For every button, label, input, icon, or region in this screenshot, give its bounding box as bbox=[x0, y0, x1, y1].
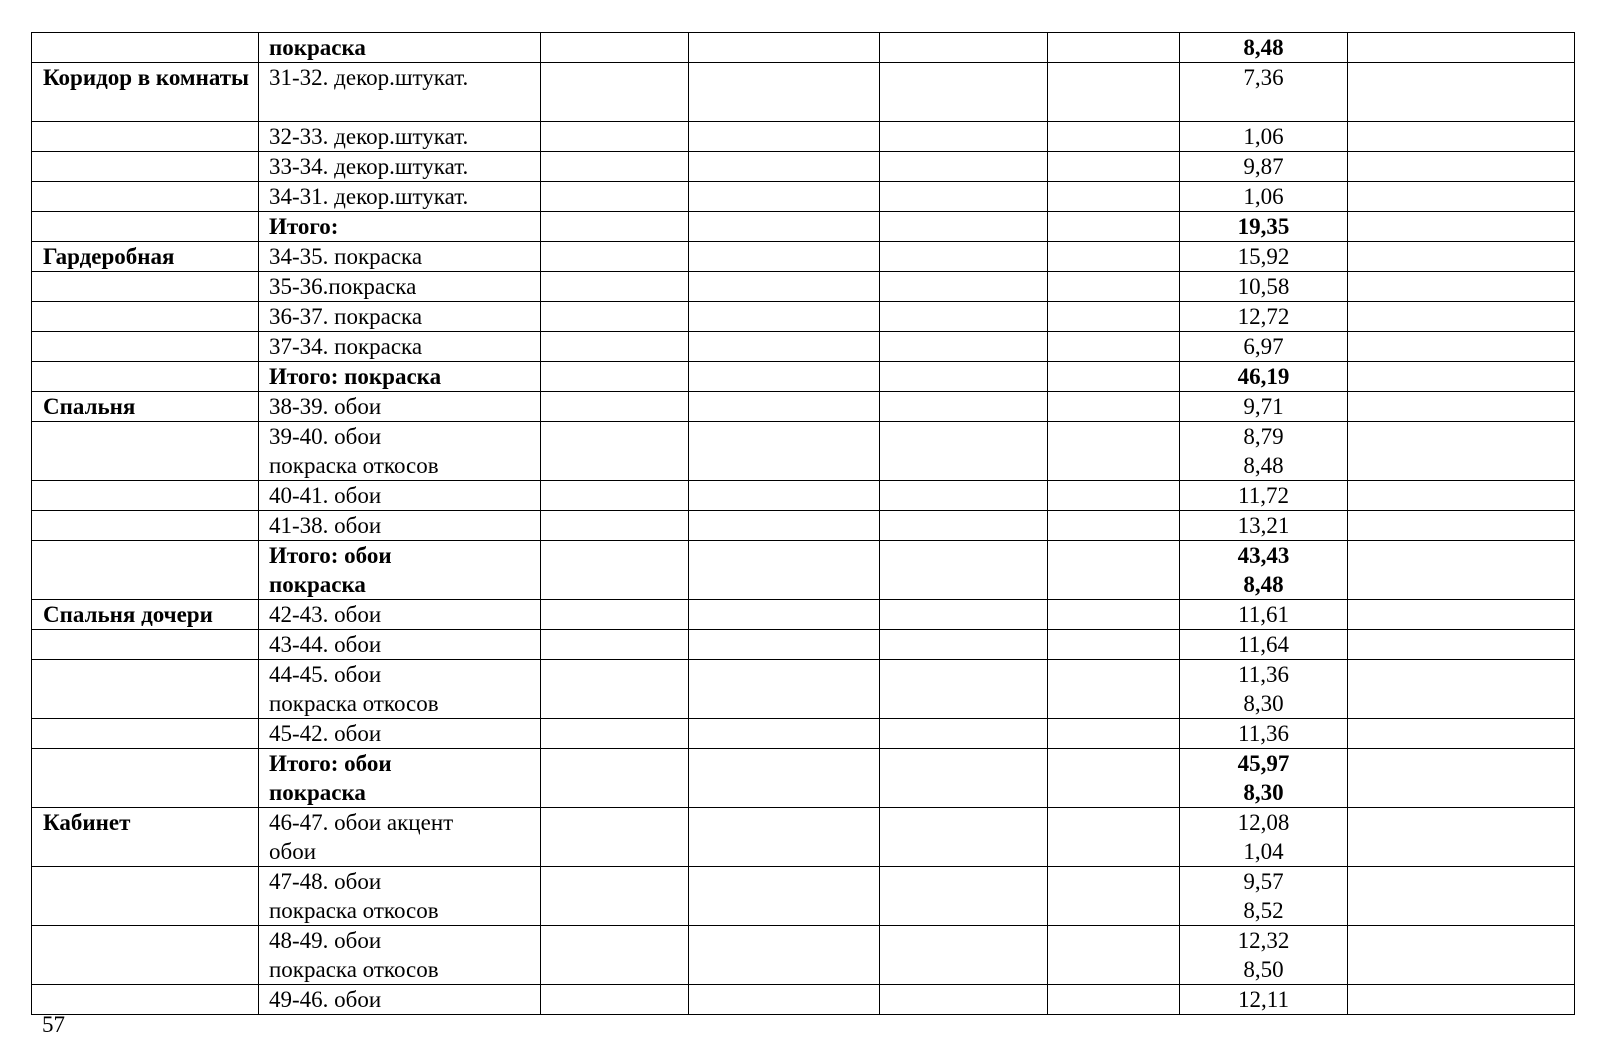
work-description: Итого: обои bbox=[269, 751, 392, 776]
empty-cell bbox=[1048, 122, 1180, 152]
work-description: покраска bbox=[269, 35, 366, 60]
area-value: 6,97 bbox=[1243, 334, 1284, 359]
empty-cell bbox=[880, 182, 1048, 212]
empty-cell bbox=[1048, 332, 1180, 362]
empty-cell bbox=[541, 481, 689, 511]
empty-cell bbox=[880, 808, 1048, 867]
empty-cell bbox=[689, 63, 880, 122]
room-name-cell: Гардеробная bbox=[32, 242, 259, 272]
area-value: 46,19 bbox=[1237, 364, 1290, 389]
empty-cell bbox=[1348, 600, 1575, 630]
work-description-cell bbox=[259, 867, 541, 926]
table-row bbox=[32, 926, 1575, 985]
work-description: 47-48. обои bbox=[269, 869, 382, 894]
empty-cell bbox=[1348, 481, 1575, 511]
work-description: 40-41. обои bbox=[269, 483, 382, 508]
empty-cell bbox=[880, 422, 1048, 481]
area-value: 7,36 bbox=[1243, 65, 1284, 90]
empty-cell bbox=[1348, 630, 1575, 660]
empty-cell bbox=[541, 630, 689, 660]
room-name-cell bbox=[32, 985, 259, 1015]
area-value-cell bbox=[1180, 600, 1348, 630]
table-row bbox=[32, 600, 1575, 630]
empty-cell bbox=[1348, 985, 1575, 1015]
work-description: Итого: обои bbox=[269, 543, 392, 568]
empty-cell bbox=[689, 212, 880, 242]
area-value: 8,48 bbox=[1243, 35, 1284, 60]
area-value: 11,36 bbox=[1238, 721, 1289, 746]
empty-cell bbox=[880, 302, 1048, 332]
area-value-cell bbox=[1180, 33, 1348, 63]
empty-cell bbox=[880, 362, 1048, 392]
room-name-cell bbox=[32, 867, 259, 926]
work-description-cell bbox=[259, 332, 541, 362]
empty-cell bbox=[1048, 719, 1180, 749]
empty-cell bbox=[689, 541, 880, 600]
room-name-cell: Спальня дочери bbox=[32, 600, 259, 630]
area-value: 13,21 bbox=[1237, 513, 1290, 538]
area-value-cell bbox=[1180, 272, 1348, 302]
empty-cell bbox=[541, 272, 689, 302]
table-row bbox=[32, 985, 1575, 1015]
work-description-cell bbox=[259, 985, 541, 1015]
work-description: покраска bbox=[269, 572, 366, 597]
empty-cell bbox=[1348, 926, 1575, 985]
work-description-cell bbox=[259, 511, 541, 541]
room-name-cell bbox=[32, 749, 259, 808]
area-value: 15,92 bbox=[1237, 244, 1290, 269]
empty-cell bbox=[1348, 272, 1575, 302]
room-name-cell bbox=[32, 926, 259, 985]
empty-cell bbox=[689, 630, 880, 660]
area-value: 8,48 bbox=[1243, 572, 1284, 597]
work-description: 48-49. обои bbox=[269, 928, 382, 953]
room-name-cell bbox=[32, 33, 259, 63]
empty-cell bbox=[880, 481, 1048, 511]
empty-cell bbox=[1048, 600, 1180, 630]
table-row bbox=[32, 122, 1575, 152]
area-value: 43,43 bbox=[1237, 543, 1290, 568]
empty-cell bbox=[1348, 182, 1575, 212]
table-row bbox=[32, 660, 1575, 719]
table-row bbox=[32, 630, 1575, 660]
empty-cell bbox=[689, 867, 880, 926]
table-row bbox=[32, 422, 1575, 481]
table-row bbox=[32, 808, 1575, 867]
area-value: 12,11 bbox=[1238, 987, 1289, 1012]
empty-cell bbox=[1048, 392, 1180, 422]
table-row bbox=[32, 272, 1575, 302]
empty-cell bbox=[1048, 985, 1180, 1015]
area-value: 11,61 bbox=[1238, 602, 1289, 627]
empty-cell bbox=[541, 600, 689, 630]
table-row bbox=[32, 302, 1575, 332]
empty-cell bbox=[541, 719, 689, 749]
empty-cell bbox=[1348, 422, 1575, 481]
empty-cell bbox=[880, 749, 1048, 808]
empty-cell bbox=[1048, 511, 1180, 541]
area-value: 12,32 bbox=[1237, 928, 1290, 953]
work-description: покраска bbox=[269, 780, 366, 805]
work-description: 45-42. обои bbox=[269, 721, 382, 746]
empty-cell bbox=[689, 808, 880, 867]
work-description: 46-47. обои акцент bbox=[269, 810, 454, 835]
work-description-cell bbox=[259, 212, 541, 242]
work-description-cell bbox=[259, 422, 541, 481]
empty-cell bbox=[541, 422, 689, 481]
empty-cell bbox=[1048, 362, 1180, 392]
empty-cell bbox=[1048, 422, 1180, 481]
area-value: 11,72 bbox=[1238, 483, 1289, 508]
area-value: 8,30 bbox=[1243, 691, 1284, 716]
work-description-cell bbox=[259, 302, 541, 332]
table-row bbox=[32, 392, 1575, 422]
table-row bbox=[32, 541, 1575, 600]
empty-cell bbox=[689, 600, 880, 630]
table-row bbox=[32, 33, 1575, 63]
area-value-cell bbox=[1180, 749, 1348, 808]
table-row bbox=[32, 63, 1575, 122]
work-description: 42-43. обои bbox=[269, 602, 382, 627]
area-value: 8,30 bbox=[1243, 780, 1284, 805]
empty-cell bbox=[689, 242, 880, 272]
work-description: 33-34. декор.штукат. bbox=[269, 154, 469, 179]
room-name-cell: Коридор в комнаты bbox=[32, 63, 259, 122]
empty-cell bbox=[1348, 332, 1575, 362]
empty-cell bbox=[541, 152, 689, 182]
work-description: 44-45. обои bbox=[269, 662, 382, 687]
empty-cell bbox=[541, 808, 689, 867]
empty-cell bbox=[689, 152, 880, 182]
empty-cell bbox=[689, 660, 880, 719]
table-row bbox=[32, 511, 1575, 541]
work-description: 37-34. покраска bbox=[269, 334, 423, 359]
empty-cell bbox=[541, 242, 689, 272]
work-description: 39-40. обои bbox=[269, 424, 382, 449]
table-row bbox=[32, 242, 1575, 272]
empty-cell bbox=[541, 122, 689, 152]
empty-cell bbox=[541, 867, 689, 926]
empty-cell bbox=[689, 511, 880, 541]
room-name-cell bbox=[32, 152, 259, 182]
area-value-cell bbox=[1180, 302, 1348, 332]
work-description: 38-39. обои bbox=[269, 394, 382, 419]
room-name-cell bbox=[32, 302, 259, 332]
room-name-cell bbox=[32, 630, 259, 660]
empty-cell bbox=[689, 122, 880, 152]
work-description: покраска откосов bbox=[269, 453, 439, 478]
area-value-cell bbox=[1180, 242, 1348, 272]
area-value-cell bbox=[1180, 985, 1348, 1015]
empty-cell bbox=[1348, 660, 1575, 719]
empty-cell bbox=[880, 867, 1048, 926]
work-description: 31-32. декор.штукат. bbox=[269, 65, 469, 90]
room-name-cell: Кабинет bbox=[32, 808, 259, 867]
area-value-cell bbox=[1180, 63, 1348, 122]
empty-cell bbox=[880, 242, 1048, 272]
work-description-cell bbox=[259, 630, 541, 660]
empty-cell bbox=[880, 272, 1048, 302]
empty-cell bbox=[1048, 302, 1180, 332]
work-description-cell bbox=[259, 152, 541, 182]
empty-cell bbox=[541, 332, 689, 362]
work-description: покраска откосов bbox=[269, 957, 439, 982]
empty-cell bbox=[541, 182, 689, 212]
area-value: 1,04 bbox=[1243, 839, 1284, 864]
empty-cell bbox=[1348, 541, 1575, 600]
work-description: 41-38. обои bbox=[269, 513, 382, 538]
empty-cell bbox=[1048, 272, 1180, 302]
work-description: 34-31. декор.штукат. bbox=[269, 184, 469, 209]
work-description: 49-46. обои bbox=[269, 987, 382, 1012]
work-description: 32-33. декор.штукат. bbox=[269, 124, 469, 149]
empty-cell bbox=[880, 630, 1048, 660]
empty-cell bbox=[1048, 660, 1180, 719]
empty-cell bbox=[880, 541, 1048, 600]
work-description: Итого: bbox=[269, 214, 339, 239]
work-description: 34-35. покраска bbox=[269, 244, 423, 269]
empty-cell bbox=[880, 33, 1048, 63]
area-value: 11,36 bbox=[1238, 662, 1289, 687]
table-row bbox=[32, 749, 1575, 808]
empty-cell bbox=[689, 985, 880, 1015]
area-value: 9,71 bbox=[1243, 394, 1284, 419]
table-row bbox=[32, 212, 1575, 242]
area-value-cell bbox=[1180, 122, 1348, 152]
area-value-cell bbox=[1180, 808, 1348, 867]
page-number: 57 bbox=[42, 1012, 65, 1037]
area-value-cell bbox=[1180, 719, 1348, 749]
empty-cell bbox=[541, 541, 689, 600]
work-description-cell bbox=[259, 719, 541, 749]
empty-cell bbox=[1048, 808, 1180, 867]
area-value-cell bbox=[1180, 362, 1348, 392]
empty-cell bbox=[689, 182, 880, 212]
empty-cell bbox=[1348, 212, 1575, 242]
work-description-cell bbox=[259, 242, 541, 272]
empty-cell bbox=[1048, 242, 1180, 272]
empty-cell bbox=[1048, 33, 1180, 63]
empty-cell bbox=[1348, 63, 1575, 122]
work-description-cell bbox=[259, 362, 541, 392]
area-value-cell bbox=[1180, 481, 1348, 511]
area-value-cell bbox=[1180, 511, 1348, 541]
area-value: 12,72 bbox=[1237, 304, 1290, 329]
empty-cell bbox=[1348, 152, 1575, 182]
empty-cell bbox=[1348, 719, 1575, 749]
room-name-cell bbox=[32, 719, 259, 749]
empty-cell bbox=[1348, 242, 1575, 272]
area-value: 1,06 bbox=[1243, 124, 1284, 149]
room-name-cell bbox=[32, 182, 259, 212]
empty-cell bbox=[541, 362, 689, 392]
empty-cell bbox=[1348, 122, 1575, 152]
work-description-cell bbox=[259, 392, 541, 422]
table-row bbox=[32, 152, 1575, 182]
area-value: 9,57 bbox=[1243, 869, 1284, 894]
work-description-cell bbox=[259, 749, 541, 808]
empty-cell bbox=[541, 212, 689, 242]
area-value-cell bbox=[1180, 867, 1348, 926]
area-value: 8,48 bbox=[1243, 453, 1284, 478]
empty-cell bbox=[880, 332, 1048, 362]
empty-cell bbox=[1048, 152, 1180, 182]
empty-cell bbox=[541, 926, 689, 985]
empty-cell bbox=[689, 332, 880, 362]
empty-cell bbox=[880, 660, 1048, 719]
table-row bbox=[32, 182, 1575, 212]
area-value: 12,08 bbox=[1237, 810, 1290, 835]
empty-cell bbox=[1048, 926, 1180, 985]
area-value: 10,58 bbox=[1237, 274, 1290, 299]
work-description: 36-37. покраска bbox=[269, 304, 423, 329]
work-description-cell bbox=[259, 600, 541, 630]
empty-cell bbox=[689, 749, 880, 808]
empty-cell bbox=[541, 749, 689, 808]
empty-cell bbox=[1048, 481, 1180, 511]
room-name-cell bbox=[32, 511, 259, 541]
table-row bbox=[32, 867, 1575, 926]
empty-cell bbox=[689, 422, 880, 481]
work-description-cell bbox=[259, 272, 541, 302]
area-value-cell bbox=[1180, 660, 1348, 719]
room-name-cell bbox=[32, 481, 259, 511]
work-description-cell bbox=[259, 63, 541, 122]
empty-cell bbox=[541, 63, 689, 122]
room-name-cell bbox=[32, 332, 259, 362]
table-row bbox=[32, 481, 1575, 511]
table-row bbox=[32, 332, 1575, 362]
empty-cell bbox=[1348, 392, 1575, 422]
empty-cell bbox=[1048, 63, 1180, 122]
area-value: 8,52 bbox=[1243, 898, 1284, 923]
empty-cell bbox=[1048, 867, 1180, 926]
empty-cell bbox=[541, 302, 689, 332]
estimate-table-body bbox=[32, 33, 1575, 1015]
room-name-cell bbox=[32, 422, 259, 481]
empty-cell bbox=[689, 272, 880, 302]
empty-cell bbox=[689, 392, 880, 422]
area-value-cell bbox=[1180, 422, 1348, 481]
room-name-cell bbox=[32, 660, 259, 719]
empty-cell bbox=[1348, 867, 1575, 926]
area-value: 11,64 bbox=[1238, 632, 1289, 657]
empty-cell bbox=[541, 511, 689, 541]
empty-cell bbox=[1048, 541, 1180, 600]
empty-cell bbox=[880, 719, 1048, 749]
empty-cell bbox=[541, 392, 689, 422]
work-description-cell bbox=[259, 926, 541, 985]
empty-cell bbox=[880, 511, 1048, 541]
room-name-cell: Спальня bbox=[32, 392, 259, 422]
empty-cell bbox=[541, 660, 689, 719]
empty-cell bbox=[689, 719, 880, 749]
area-value: 8,79 bbox=[1243, 424, 1284, 449]
empty-cell bbox=[1348, 511, 1575, 541]
empty-cell bbox=[1348, 302, 1575, 332]
area-value-cell bbox=[1180, 392, 1348, 422]
room-name-cell bbox=[32, 362, 259, 392]
room-name-cell bbox=[32, 212, 259, 242]
work-description-cell bbox=[259, 182, 541, 212]
work-description-cell bbox=[259, 481, 541, 511]
empty-cell bbox=[1348, 362, 1575, 392]
empty-cell bbox=[880, 926, 1048, 985]
area-value-cell bbox=[1180, 926, 1348, 985]
work-description: покраска откосов bbox=[269, 691, 439, 716]
empty-cell bbox=[689, 926, 880, 985]
area-value: 8,50 bbox=[1243, 957, 1284, 982]
empty-cell bbox=[1048, 630, 1180, 660]
work-description-cell bbox=[259, 122, 541, 152]
room-name-cell bbox=[32, 272, 259, 302]
area-value-cell bbox=[1180, 630, 1348, 660]
work-description: обои bbox=[269, 839, 317, 864]
empty-cell bbox=[880, 600, 1048, 630]
work-description-cell bbox=[259, 808, 541, 867]
work-description: 35-36.покраска bbox=[269, 274, 417, 299]
empty-cell bbox=[1348, 33, 1575, 63]
empty-cell bbox=[689, 481, 880, 511]
empty-cell bbox=[880, 985, 1048, 1015]
empty-cell bbox=[1048, 182, 1180, 212]
empty-cell bbox=[689, 362, 880, 392]
area-value: 9,87 bbox=[1243, 154, 1284, 179]
table-row bbox=[32, 719, 1575, 749]
empty-cell bbox=[541, 985, 689, 1015]
area-value-cell bbox=[1180, 541, 1348, 600]
area-value-cell bbox=[1180, 182, 1348, 212]
empty-cell bbox=[1048, 749, 1180, 808]
estimate-table bbox=[31, 32, 1575, 1015]
area-value: 45,97 bbox=[1237, 751, 1290, 776]
empty-cell bbox=[880, 152, 1048, 182]
empty-cell bbox=[880, 392, 1048, 422]
work-description-cell bbox=[259, 660, 541, 719]
empty-cell bbox=[1348, 749, 1575, 808]
empty-cell bbox=[689, 302, 880, 332]
area-value: 19,35 bbox=[1237, 214, 1290, 239]
room-name-cell bbox=[32, 122, 259, 152]
area-value-cell bbox=[1180, 332, 1348, 362]
empty-cell bbox=[541, 33, 689, 63]
work-description: покраска откосов bbox=[269, 898, 439, 923]
empty-cell bbox=[1048, 212, 1180, 242]
work-description: Итого: покраска bbox=[269, 364, 442, 389]
area-value-cell bbox=[1180, 212, 1348, 242]
empty-cell bbox=[880, 122, 1048, 152]
empty-cell bbox=[880, 63, 1048, 122]
empty-cell bbox=[880, 212, 1048, 242]
work-description-cell bbox=[259, 33, 541, 63]
room-name-cell bbox=[32, 541, 259, 600]
work-description-cell bbox=[259, 541, 541, 600]
table-row bbox=[32, 362, 1575, 392]
area-value-cell bbox=[1180, 152, 1348, 182]
empty-cell bbox=[1348, 808, 1575, 867]
work-description: 43-44. обои bbox=[269, 632, 382, 657]
empty-cell bbox=[689, 33, 880, 63]
area-value: 1,06 bbox=[1243, 184, 1284, 209]
